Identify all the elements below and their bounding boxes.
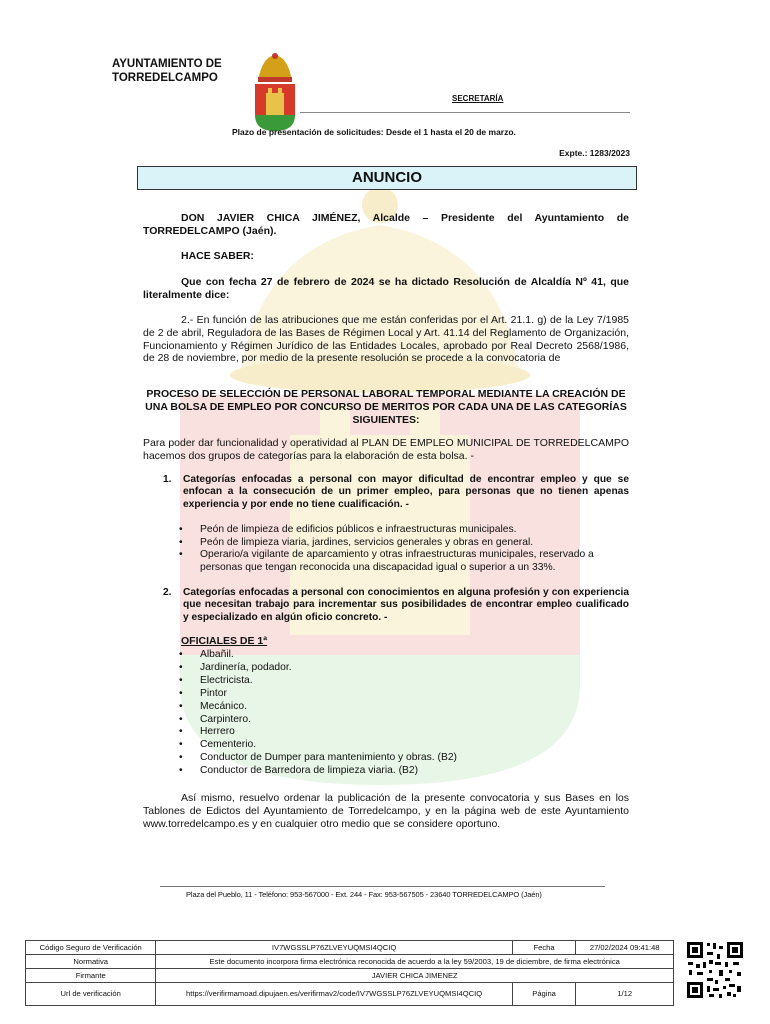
list-item: • Conductor de Barredora de limpieza viaria. (B2)	[175, 765, 629, 778]
category-2-text: Categorías enfocadas a personal con conocimientos en alguna profesión y con experiencia que necesitan trabajo para incrementar sus posibilidades de encontrar empleo cualificado y especializado en algún oficio concreto. -	[183, 587, 629, 623]
coat-of-arms-logo	[252, 53, 298, 133]
url-label: Url de verificación	[26, 983, 156, 1006]
hace-saber-heading: HACE SABER:	[181, 250, 254, 262]
list-item: • Operario/a vigilante de aparcamiento y otras infraestructuras municipales, reservado a personas que tengan reconocida una discapacidad igual o superior a un 33%.	[175, 549, 629, 574]
category-1-list	[175, 524, 629, 574]
oficiales-heading: OFICIALES DE 1ª	[181, 635, 268, 647]
category-2	[163, 587, 629, 624]
document-title: ANUNCIO	[137, 166, 637, 190]
normativa-label: Normativa	[26, 955, 156, 969]
list-item: • Electricista.	[175, 675, 629, 688]
attributions-paragraph: 2.- En función de las atribuciones que me están conferidas por el Art. 21.1. g) de la Ley 7/1985 de 2 de abril, Reguladora de las Bases de Régimen Local y Art. 41.14 del Reglamento de Organización, Funcionamiento y Régimen Jurídico de las Entidades Locales, aprobado por Real Decreto 2568/1986, de 28 de noviembre, por medio de la presente resolución se procede a la convocatoria de	[143, 314, 629, 365]
list-item: • Herrero	[175, 726, 629, 739]
csv-label: Código Seguro de Verificación	[26, 941, 156, 955]
qr-code-icon	[685, 940, 745, 1000]
list-item: • Cementerio.	[175, 739, 629, 752]
normativa-value: Este documento incorpora firma electrónica reconocida de acuerdo a la ley 59/2003, 19 de diciembre, de firma electrónica	[156, 955, 674, 969]
list-item: • Conductor de Dumper para mantenimiento y obras. (B2)	[175, 752, 629, 765]
closing-paragraph: Así mismo, resuelvo ordenar la publicación de la presente convocatoria y sus Bases en los Tablones de Edictos del Ayuntamiento de Torredelcampo, y en la página web de este Ayuntamiento www.torredelcampo.es y en cualquier otro medio que se considere oportuno.	[143, 792, 629, 830]
department-label: SECRETARÍA	[452, 94, 504, 103]
org-line-1: AYUNTAMIENTO DE	[112, 58, 222, 70]
fecha-value: 27/02/2024 09:41:48	[576, 941, 674, 955]
selection-process-heading: PROCESO DE SELECCIÓN DE PERSONAL LABORAL TEMPORAL MEDIANTE LA CREACIÓN DE UNA BOLSA DE EMPLEO POR CONCURSO DE MERITOS POR CADA UNA DE LAS CATEGORÍAS SIGUIENTES:	[145, 388, 627, 426]
pagina-value: 1/12	[576, 983, 674, 1006]
firmante-label: Firmante	[26, 969, 156, 983]
list-item: • Peón de limpieza de edificios públicos e infraestructuras municipales.	[175, 524, 629, 537]
category-1	[163, 474, 629, 511]
category-1-number: 1.	[163, 474, 172, 485]
organization-name	[112, 57, 222, 85]
csv-value: IV7WGSSLP76ZLVEYUQMSI4QCIQ	[156, 941, 512, 955]
intro-paragraph: DON JAVIER CHICA JIMÉNEZ, Alcalde – Presidente del Ayuntamiento de TORREDELCAMPO (Jaén).	[143, 212, 629, 237]
list-item: • Albañil.	[175, 649, 629, 662]
url-value[interactable]: https://verifirmamoad.dipujaen.es/verifirmav2/code/IV7WGSSLP76ZLVEYUQMSI4QCIQ	[156, 983, 512, 1006]
list-item: • Jardinería, podador.	[175, 662, 629, 675]
list-item: • Carpintero.	[175, 714, 629, 727]
header-divider	[300, 112, 630, 113]
footer-address: Plaza del Pueblo, 11 - Teléfono: 953-567000 - Ext. 244 - Fax: 953-567505 - 23640 TORREDELCAMPO (Jaén)	[186, 890, 542, 899]
firmante-value: JAVIER CHICA JIMENEZ	[156, 969, 674, 983]
resolution-paragraph: Que con fecha 27 de febrero de 2024 se ha dictado Resolución de Alcaldía Nº 41, que literalmente dice:	[143, 276, 629, 301]
verification-table	[25, 940, 674, 1006]
category-2-number: 2.	[163, 587, 172, 598]
list-item: • Mecánico.	[175, 701, 629, 714]
fecha-label: Fecha	[512, 941, 576, 955]
purpose-paragraph: Para poder dar funcionalidad y operatividad al PLAN DE EMPLEO MUNICIPAL DE TORREDELCAMPO hacemos dos grupos de categorías para la elaboración de esta bolsa. -	[143, 437, 629, 462]
file-number: Expte.: 1283/2023	[559, 148, 630, 158]
list-item: • Peón de limpieza viaria, jardines, servicios generales y obras en general.	[175, 537, 629, 550]
pagina-label: Página	[512, 983, 576, 1006]
list-item: • Pintor	[175, 688, 629, 701]
category-1-text: Categorías enfocadas a personal con mayor dificultad de encontrar empleo y que se enfocan a la consecución de un primer empleo, para personas que no tienen apenas experiencia y por ende no tiene cualificación. -	[183, 474, 629, 510]
oficiales-list	[175, 649, 629, 778]
org-line-2: TORREDELCAMPO	[112, 72, 218, 84]
footer-divider	[160, 886, 605, 887]
deadline-text: Plazo de presentación de solicitudes: Desde el 1 hasta el 20 de marzo.	[232, 127, 516, 137]
